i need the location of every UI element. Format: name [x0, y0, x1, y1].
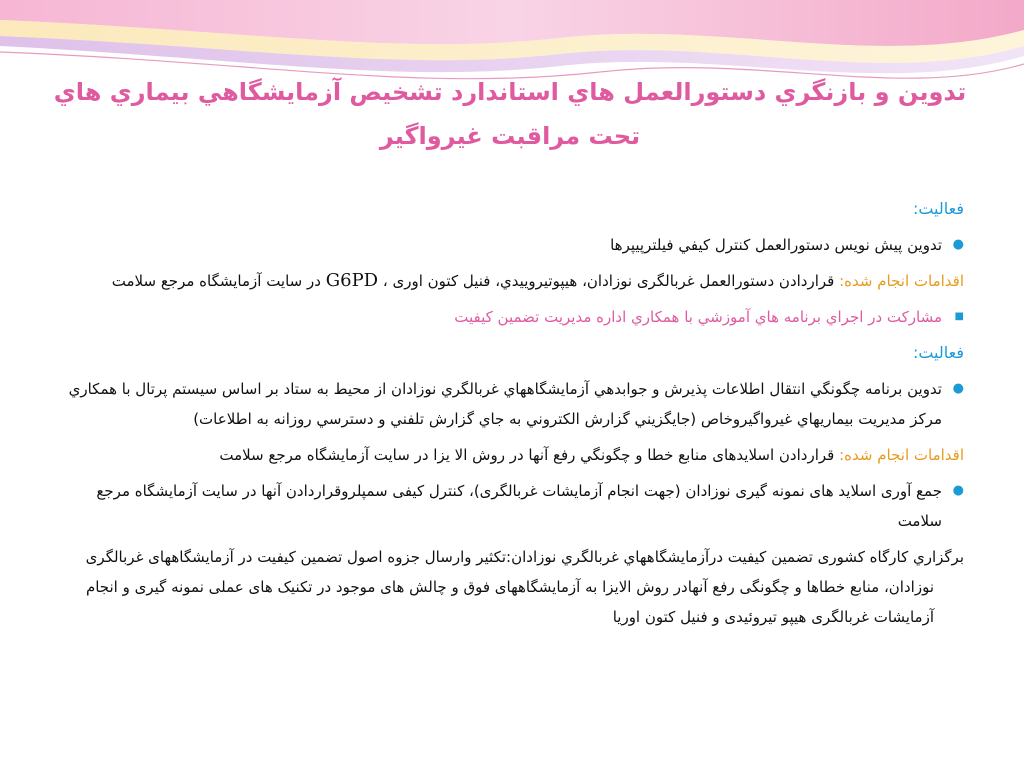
actions-label-2: اقدامات انجام شده: — [839, 446, 964, 464]
participation-text: مشاركت در اجراي برنامه هاي آموزشي با همكاري اداره مديريت تضمين كيفيت — [454, 308, 942, 326]
collection-bullet — [58, 476, 964, 536]
actions-label-1: اقدامات انجام شده: — [839, 272, 964, 290]
title-line-1: تدوين و بازنگري دستورالعمل هاي استاندارد تشخيص آزمايشگاهي بيماري هاي — [53, 78, 967, 106]
round-bullet-icon: ● — [952, 237, 964, 252]
activity-bullet-1-text: تدوين پيش نويس دستورالعمل كنترل كيفي فيلترپيپرها — [610, 236, 942, 254]
workshop-paragraph: برگزاري كارگاه کشوری تضمین کیفیت درآزمايشگاههاي غربالگري نوزادان:تكثير وارسال جزوه اصول تضمین کیفیت در آزمایشگاههای غربالگری نوزادان، منابع خطاها و چگونگی رفع آنهادر روش الایزا به آزمایشگاههای فوق و چالش های موجود در تکنیک های عملی نمونه گیری و انجام آزمایشات غربالگری هیپو تیروئیدی و فنیل کتون اوریا — [85, 548, 964, 626]
square-bullet-icon: ■ — [954, 311, 964, 322]
title-line-2: تحت مراقبت غيرواگير — [379, 122, 641, 150]
actions-text-2: قراردادن اسلایدهای منابع خطا و چگونگي رفع آنها در روش الا یزا در سایت آزمایشگاه مرجع سلامت — [219, 446, 835, 464]
actions-paragraph-2 — [58, 440, 964, 470]
actions-paragraph-1 — [58, 266, 964, 296]
activity-bullet-2 — [58, 374, 964, 434]
round-bullet-icon: ● — [952, 483, 964, 498]
activity-bullet-2-text: تدوين برنامه چگونگي انتقال اطلاعات پذيرش و جوابدهي آزمايشگاههاي غربالگري نوزادان از محيط به ستاد بر اساس سيستم پرتال با همكاري مركز مديريت بيماريهاي غيرواگيروخاص (جايگزيني گزارش الكتروني به جاي گزارش تلفني و دسترسي روزانه به اطلاعات) — [68, 380, 942, 428]
g6pd-code: G6PD — [325, 270, 379, 291]
actions-text-1a: قراردادن دستورالعمل غربالگری نوزادان، هیپوتیروییدي، فنیل کتون اوری ، — [382, 272, 835, 290]
activity-heading-2: فعاليت: — [912, 343, 964, 362]
slide-body — [58, 194, 964, 638]
participation-bullet — [58, 302, 964, 332]
activity-bullet-1 — [58, 230, 964, 260]
actions-text-1b: در سایت آزمایشگاه مرجع سلامت — [111, 272, 321, 290]
round-bullet-icon: ● — [952, 381, 964, 396]
collection-text: جمع آوری اسلاید های نمونه گیری نوزادان (جهت انجام آزمایشات غربالگری)، کنترل کیفی سمپلروقراردادن آنها در سایت آزمایشگاه مرجع سلامت — [96, 482, 942, 530]
activity-heading-1: فعاليت: — [912, 199, 964, 218]
slide-title — [40, 70, 980, 158]
